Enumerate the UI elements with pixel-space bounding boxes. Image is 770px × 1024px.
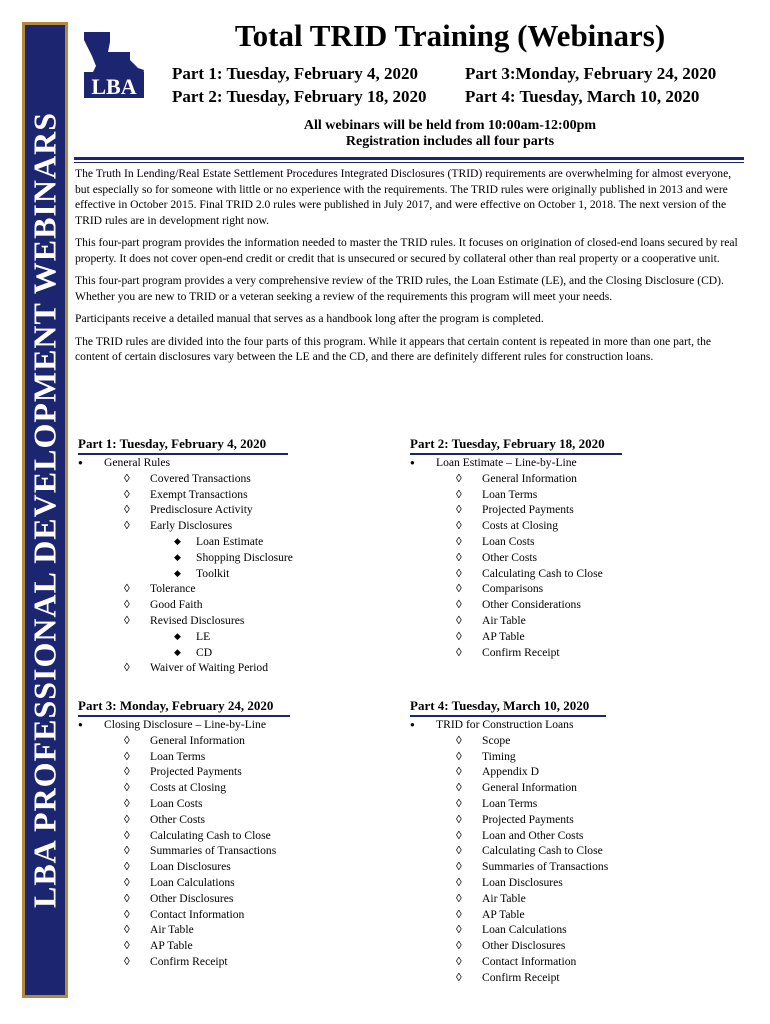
dates-right bbox=[465, 62, 716, 108]
part4-heading: Part 4: Tuesday, March 10, 2020 bbox=[410, 698, 606, 714]
outline-item: ◊ Projected Payments bbox=[410, 502, 730, 518]
outline-item: ◆ Shopping Disclosure bbox=[78, 550, 378, 566]
outline-item: ◊ Summaries of Transactions bbox=[78, 843, 378, 859]
outline-item: ● Closing Disclosure – Line-by-Line bbox=[78, 717, 378, 733]
registration-note: Registration includes all four parts bbox=[345, 134, 555, 149]
outline-item: ● General Rules bbox=[78, 455, 378, 471]
intro-paragraph: Participants receive a detailed manual that serves as a handbook long after the program is completed. bbox=[75, 312, 544, 325]
outline-item: ◊ Costs at Closing bbox=[410, 518, 730, 534]
outline-item: ◊ Confirm Receipt bbox=[410, 645, 730, 661]
outline-item: ◊ Other Disclosures bbox=[78, 891, 378, 907]
outline-item: ◊ Early Disclosures bbox=[78, 518, 378, 534]
outline-item: ◊ Exempt Transactions bbox=[78, 487, 378, 503]
outline-item: ◊ AP Table bbox=[78, 938, 378, 954]
outline-item: ● Loan Estimate – Line-by-Line bbox=[410, 455, 730, 471]
outline-item: ◊ Other Disclosures bbox=[410, 938, 730, 954]
part3-outline bbox=[78, 717, 378, 970]
outline-item: ◊ General Information bbox=[410, 780, 730, 796]
intro-paragraph: This four-part program provides the information needed to master the TRID rules. It focuses on origination of closed-end loans secured by real property. It does not cover open-end credit or credit that is unsecured or secured by collateral other than real property or a cooperative unit. bbox=[75, 236, 738, 265]
outline-item: ◆ Toolkit bbox=[78, 566, 378, 582]
outline-item: ◊ Loan Costs bbox=[78, 796, 378, 812]
outline-item: ◊ Loan Disclosures bbox=[78, 859, 378, 875]
outline-item: ◊ Tolerance bbox=[78, 581, 378, 597]
outline-item: ◊ Waiver of Waiting Period bbox=[78, 660, 378, 676]
outline-item: ◊ Other Costs bbox=[410, 550, 730, 566]
outline-item: ◊ Contact Information bbox=[410, 954, 730, 970]
outline-item: ◊ Calculating Cash to Close bbox=[410, 566, 730, 582]
outline-item: ◊ Air Table bbox=[410, 891, 730, 907]
sidebar-banner bbox=[22, 22, 68, 998]
divider-thick bbox=[74, 157, 744, 160]
outline-item: ◊ General Information bbox=[410, 471, 730, 487]
outline-item: ◊ Revised Disclosures bbox=[78, 613, 378, 629]
outline-item: ◊ Contact Information bbox=[78, 907, 378, 923]
schedule-notice bbox=[150, 118, 750, 150]
sidebar-title: LBA PROFESSIONAL DEVELOPMENT WEBINARS bbox=[26, 112, 63, 908]
lba-logo bbox=[78, 22, 150, 100]
outline-item: ◊ Other Considerations bbox=[410, 597, 730, 613]
intro-paragraph: This four-part program provides a very comprehensive review of the TRID rules, the Loan Estimate (LE), and the Closing Disclosure (CD). Whether you are new to TRID or a veteran seeking a review of the requirements this program will meet your needs. bbox=[75, 274, 724, 303]
outline-item: ● TRID for Construction Loans bbox=[410, 717, 730, 733]
date-part1: Part 1: Tuesday, February 4, 2020 bbox=[172, 64, 419, 83]
date-part4: Part 4: Tuesday, March 10, 2020 bbox=[465, 87, 700, 106]
outline-item: ◊ Loan Calculations bbox=[78, 875, 378, 891]
intro-paragraph: The Truth In Lending/Real Estate Settlement Procedures Integrated Disclosures (TRID) requirements are overwhelming for almost everyone, but especially so for someone with little or no experience with the requirements. The TRID rules were originally published in 2013 and were effective in October 2015. Final TRID 2.0 rules were published in July 2017, and were effective on October 1, 2018. The next version of the TRID rules are in development right now. bbox=[75, 167, 732, 227]
part1-outline bbox=[78, 455, 378, 676]
outline-item: ◊ Other Costs bbox=[78, 812, 378, 828]
page-title: Total TRID Training (Webinars) bbox=[234, 18, 666, 53]
outline-item: ◆ CD bbox=[78, 645, 378, 661]
outline-item: ◊ Air Table bbox=[78, 922, 378, 938]
divider-thin bbox=[74, 162, 744, 163]
date-part2: Part 2: Tuesday, February 18, 2020 bbox=[172, 87, 427, 106]
outline-item: ◊ Summaries of Transactions bbox=[410, 859, 730, 875]
outline-item: ◊ Projected Payments bbox=[410, 812, 730, 828]
intro-text bbox=[75, 166, 745, 372]
outline-item: ◊ General Information bbox=[78, 733, 378, 749]
outline-item: ◆ Loan Estimate bbox=[78, 534, 378, 550]
dates-left bbox=[172, 62, 427, 108]
outline-item: ◊ Comparisons bbox=[410, 581, 730, 597]
outline-item: ◊ Calculating Cash to Close bbox=[78, 828, 378, 844]
outline-item: ◊ Loan Disclosures bbox=[410, 875, 730, 891]
outline-item: ◊ Air Table bbox=[410, 613, 730, 629]
outline-item: ◊ Appendix D bbox=[410, 764, 730, 780]
part2-heading: Part 2: Tuesday, February 18, 2020 bbox=[410, 436, 622, 452]
outline-item: ◊ Confirm Receipt bbox=[78, 954, 378, 970]
outline-item: ◊ AP Table bbox=[410, 629, 730, 645]
outline-item: ◊ Calculating Cash to Close bbox=[410, 843, 730, 859]
date-part3: Part 3:Monday, February 24, 2020 bbox=[465, 64, 717, 83]
outline-item: ◊ Loan Terms bbox=[78, 749, 378, 765]
outline-item: ◊ Loan Terms bbox=[410, 487, 730, 503]
outline-item: ◊ AP Table bbox=[410, 907, 730, 923]
outline-item: ◊ Loan Calculations bbox=[410, 922, 730, 938]
outline-item: ◊ Loan Terms bbox=[410, 796, 730, 812]
outline-item: ◆ LE bbox=[78, 629, 378, 645]
part4-outline bbox=[410, 717, 730, 986]
outline-item: ◊ Projected Payments bbox=[78, 764, 378, 780]
outline-item: ◊ Predisclosure Activity bbox=[78, 502, 378, 518]
outline-item: ◊ Good Faith bbox=[78, 597, 378, 613]
part2-outline bbox=[410, 455, 730, 660]
outline-item: ◊ Confirm Receipt bbox=[410, 970, 730, 986]
time-note: All webinars will be held from 10:00am-12:00pm bbox=[303, 118, 597, 133]
part1-heading: Part 1: Tuesday, February 4, 2020 bbox=[78, 436, 288, 452]
logo-text: LBA bbox=[91, 74, 137, 99]
outline-item: ◊ Loan and Other Costs bbox=[410, 828, 730, 844]
outline-item: ◊ Scope bbox=[410, 733, 730, 749]
intro-paragraph: The TRID rules are divided into the four parts of this program. While it appears that certain content is repeated in more than one part, the content of certain disclosures vary between the LE and the CD, and there are definitely different rules for construction loans. bbox=[75, 334, 712, 363]
outline-item: ◊ Loan Costs bbox=[410, 534, 730, 550]
outline-item: ◊ Costs at Closing bbox=[78, 780, 378, 796]
outline-item: ◊ Covered Transactions bbox=[78, 471, 378, 487]
outline-item: ◊ Timing bbox=[410, 749, 730, 765]
part3-heading: Part 3: Monday, February 24, 2020 bbox=[78, 698, 290, 714]
